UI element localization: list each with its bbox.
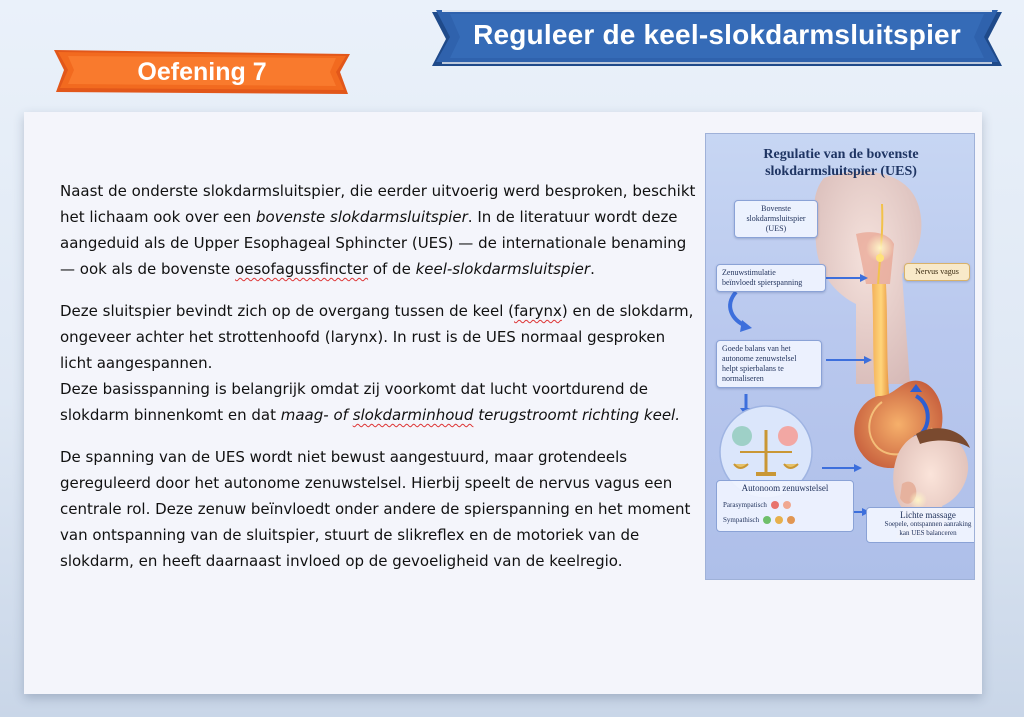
exercise-banner (54, 48, 350, 96)
ans-parasympathetic-label: Parasympatisch (723, 501, 767, 509)
massage-title: Lichte massage (900, 510, 956, 520)
label-autonomic-balance (716, 340, 822, 388)
p2-text-a: Deze sluitspier bevindt zich op de overgang tussen de keel ( (60, 302, 515, 320)
label-nervus-vagus-text: Nervus vagus (915, 267, 959, 276)
light-massage-box (866, 507, 975, 543)
ans-row-parasympathetic (723, 501, 791, 509)
p1-text-g: . (590, 260, 595, 278)
leaf-icon (763, 516, 771, 524)
p3-text-a: Deze basisspanning is belangrijk omdat zij voorkomt dat lucht voortdurend de slokdarm binnenkomt en dat (60, 380, 648, 424)
paragraph-3 (60, 376, 700, 428)
infographic-title-line-2: slokdarmsluitspier (UES) (765, 164, 917, 179)
p1-emphasis-bovenste: bovenste slokdarmsluitspier (256, 208, 468, 226)
label-ues (734, 200, 818, 238)
label-stim-line-2: beïnvloedt spierspanning (722, 278, 803, 287)
stomach-icon (783, 501, 791, 509)
p1-spellcheck-word: oesofagussfincter (235, 260, 369, 278)
label-ues-line-3: (UES) (765, 224, 787, 233)
page-title: Reguleer de keel-slokdarmsluitspier (473, 19, 961, 50)
label-ues-line-2: slokdarmsluitspier (746, 214, 806, 223)
label-nervus-vagus (904, 263, 970, 281)
infographic (705, 133, 975, 580)
label-stim-line-1: Zenuwstimulatie (722, 268, 776, 277)
p3-spellcheck-word: slokdarminhoud (352, 406, 474, 424)
label-balance-line-3: helpt spierbalans te (722, 364, 784, 373)
paragraph-1 (60, 178, 700, 282)
p3-emphasis-a: maag- of (280, 406, 353, 424)
p1-text-c: . In de literatuur wordt deze aangeduid als de Upper Esophageal Sphincter (UES) — de internationale benaming — ook als de bovenste (60, 208, 687, 278)
food-icon (787, 516, 795, 524)
label-ues-line-1: Bovenste (761, 204, 791, 213)
p3-emphasis-d: terugstroomt richting keel. (473, 406, 680, 424)
paragraph-4: De spanning van de UES wordt niet bewust aangestuurd, maar grotendeels gereguleerd door het autonome zenuwstelsel. Hierbij speelt de nervus vagus een centrale rol. Deze zenuw beïnvloedt onder andere de spierspanning en het moment van ontspanning van de sluitspier, stuurt de slikreflex en de motoriek van de slokdarm, en heeft daarnaast invloed op de gevoeligheid van de keelregio. (60, 448, 691, 570)
title-banner (432, 8, 1002, 66)
sun-icon (775, 516, 783, 524)
label-balance-line-2: autonome zenuwstelsel (722, 354, 797, 363)
ans-sympathetic-label: Sympathisch (723, 516, 760, 524)
heart-icon (771, 501, 779, 509)
ans-title: Autonoom zenuwstelsel (741, 483, 829, 493)
label-balance-line-4: normaliseren (722, 374, 764, 383)
massage-desc-line-2: kan UES balanceren (899, 529, 957, 537)
p1-text-a: Naast de onderste slokdarmsluitspier, die eerder uitvoerig werd besproken, beschikt het lichaam ook over een (60, 182, 696, 226)
exercise-label: Oefening 7 (137, 57, 267, 86)
infographic-title-line-1: Regulatie van de bovenste (763, 147, 919, 162)
paragraph-2 (60, 298, 700, 376)
label-nerve-stimulation (716, 264, 826, 292)
body-text (60, 178, 700, 574)
massage-desc-line-1: Soepele, ontspannen aanraking (884, 520, 972, 528)
p1-emphasis-keel: keel-slokdarmsluitspier (415, 260, 591, 278)
p2-text-c: ) en de slokdarm, ongeveer achter het strottenhoofd (larynx). In rust is de UES normaal gesproken licht aangespannen. (60, 302, 694, 372)
p1-text-e: of de (368, 260, 416, 278)
infographic-title (706, 146, 975, 180)
autonomic-nervous-system-box (716, 480, 854, 532)
p2-spellcheck-word: farynx (514, 302, 562, 320)
ans-row-sympathetic (723, 516, 795, 524)
label-balance-line-1: Goede balans van het (722, 344, 791, 353)
